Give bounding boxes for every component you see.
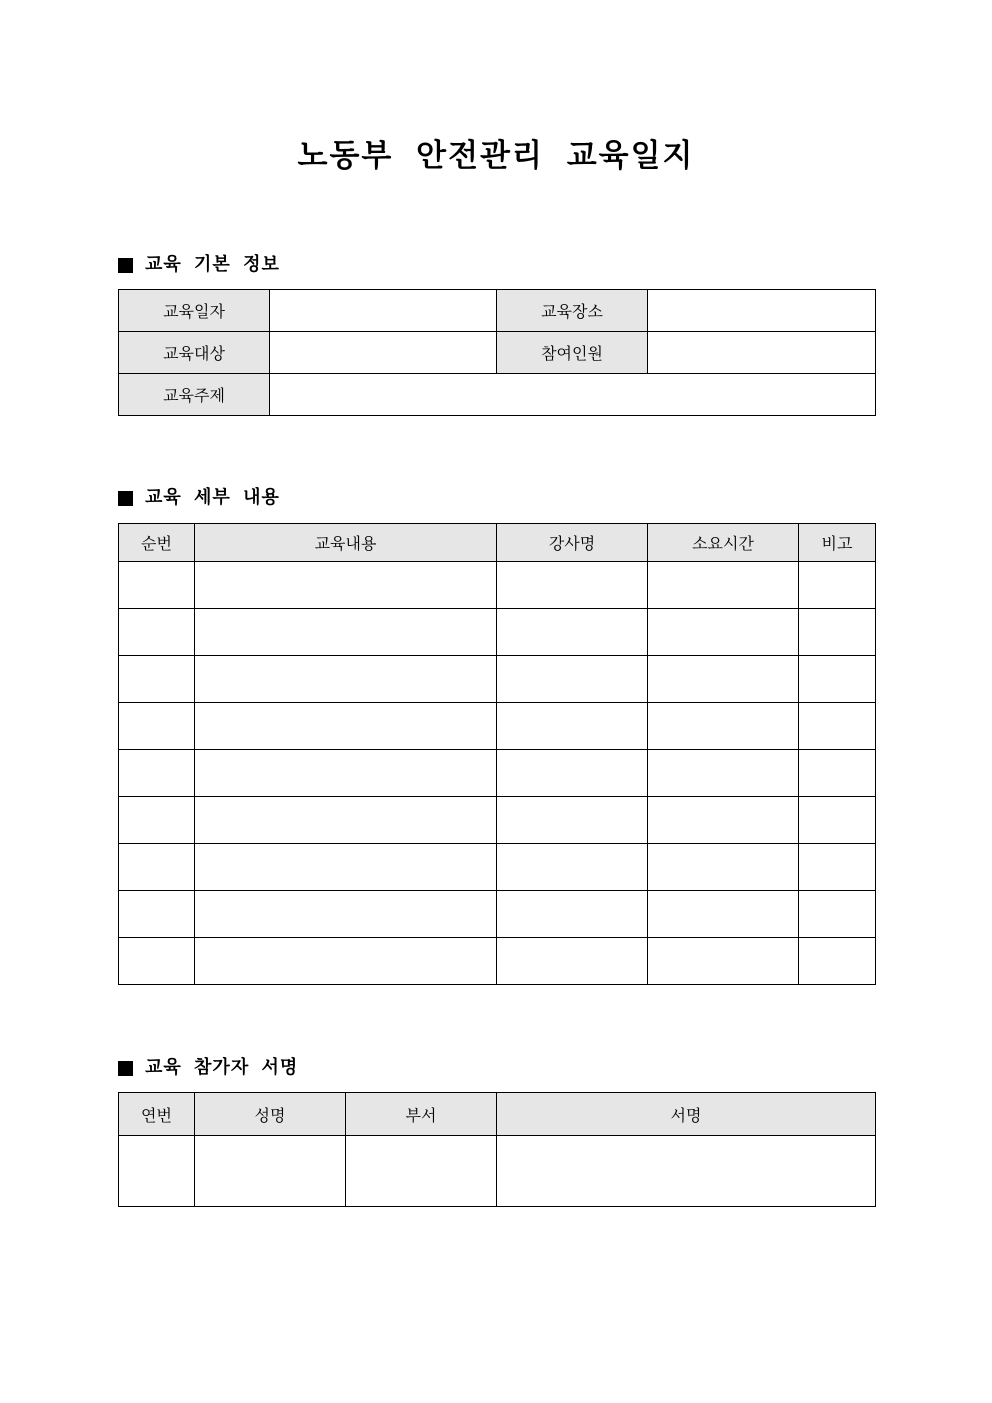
section-title: 교육 참가자 서명 xyxy=(145,1057,299,1078)
table-cell-remarks[interactable] xyxy=(799,609,876,656)
column-header-content: 교육내용 xyxy=(195,524,497,562)
table-cell-name[interactable] xyxy=(195,1136,346,1207)
table-cell-duration[interactable] xyxy=(648,844,799,891)
table-cell-duration[interactable] xyxy=(648,891,799,938)
section-heading-detail xyxy=(118,486,280,510)
section-heading-signature xyxy=(118,1056,298,1080)
label-education-place: 교육장소 xyxy=(497,290,648,332)
table-cell-duration[interactable] xyxy=(648,797,799,844)
table-cell-department[interactable] xyxy=(346,1136,497,1207)
table-cell-instructor[interactable] xyxy=(497,750,648,797)
label-education-date: 교육일자 xyxy=(119,290,270,332)
square-bullet-icon xyxy=(118,1061,133,1076)
column-header-duration: 소요시간 xyxy=(648,524,799,562)
participant-signature-table xyxy=(118,1092,876,1207)
table-cell-content[interactable] xyxy=(195,891,497,938)
education-detail-table xyxy=(118,523,876,985)
field-participant-count[interactable] xyxy=(648,332,876,374)
column-header-signature: 서명 xyxy=(497,1093,876,1136)
field-education-place[interactable] xyxy=(648,290,876,332)
label-participant-count: 참여인원 xyxy=(497,332,648,374)
table-cell-duration[interactable] xyxy=(648,750,799,797)
table-cell-content[interactable] xyxy=(195,703,497,750)
table-cell-remarks[interactable] xyxy=(799,750,876,797)
section-heading-basic-info xyxy=(118,253,280,277)
table-cell-content[interactable] xyxy=(195,562,497,609)
table-row xyxy=(119,609,876,656)
table-cell-content[interactable] xyxy=(195,750,497,797)
table-row xyxy=(119,750,876,797)
square-bullet-icon xyxy=(118,258,133,273)
table-row xyxy=(119,703,876,750)
table-cell-remarks[interactable] xyxy=(799,844,876,891)
table-row xyxy=(119,562,876,609)
table-row xyxy=(119,938,876,985)
table-cell-remarks[interactable] xyxy=(799,656,876,703)
table-cell-remarks[interactable] xyxy=(799,797,876,844)
table-cell-remarks[interactable] xyxy=(799,891,876,938)
table-cell-duration[interactable] xyxy=(648,562,799,609)
table-cell-instructor[interactable] xyxy=(497,656,648,703)
column-header-department: 부서 xyxy=(346,1093,497,1136)
table-header-row xyxy=(119,524,876,562)
column-header-serial: 연번 xyxy=(119,1093,195,1136)
table-cell-remarks[interactable] xyxy=(799,562,876,609)
table-header-row xyxy=(119,1093,876,1136)
table-cell-instructor[interactable] xyxy=(497,562,648,609)
table-cell-number[interactable] xyxy=(119,656,195,703)
table-cell-duration[interactable] xyxy=(648,609,799,656)
table-cell-number[interactable] xyxy=(119,797,195,844)
column-header-name: 성명 xyxy=(195,1093,346,1136)
field-education-date[interactable] xyxy=(270,290,497,332)
column-header-remarks: 비고 xyxy=(799,524,876,562)
table-cell-duration[interactable] xyxy=(648,703,799,750)
table-cell-instructor[interactable] xyxy=(497,797,648,844)
column-header-number: 순번 xyxy=(119,524,195,562)
table-cell-instructor[interactable] xyxy=(497,609,648,656)
table-row xyxy=(119,332,876,374)
table-cell-content[interactable] xyxy=(195,797,497,844)
table-cell-number[interactable] xyxy=(119,938,195,985)
table-cell-number[interactable] xyxy=(119,750,195,797)
table-cell-instructor[interactable] xyxy=(497,938,648,985)
table-cell-serial[interactable] xyxy=(119,1136,195,1207)
section-title: 교육 기본 정보 xyxy=(145,254,280,275)
table-row xyxy=(119,797,876,844)
field-education-target[interactable] xyxy=(270,332,497,374)
table-cell-number[interactable] xyxy=(119,703,195,750)
table-cell-content[interactable] xyxy=(195,656,497,703)
document-title: 노동부 안전관리 교육일지 xyxy=(297,138,695,174)
label-education-topic: 교육주제 xyxy=(119,374,270,416)
table-row xyxy=(119,290,876,332)
basic-info-table xyxy=(118,289,876,416)
section-title: 교육 세부 내용 xyxy=(145,487,280,508)
table-cell-number[interactable] xyxy=(119,844,195,891)
table-cell-remarks[interactable] xyxy=(799,703,876,750)
table-cell-number[interactable] xyxy=(119,562,195,609)
table-cell-content[interactable] xyxy=(195,938,497,985)
table-cell-remarks[interactable] xyxy=(799,938,876,985)
field-education-topic[interactable] xyxy=(270,374,876,416)
square-bullet-icon xyxy=(118,491,133,506)
table-row xyxy=(119,656,876,703)
label-education-target: 교육대상 xyxy=(119,332,270,374)
table-row xyxy=(119,844,876,891)
table-cell-instructor[interactable] xyxy=(497,844,648,891)
table-cell-instructor[interactable] xyxy=(497,703,648,750)
table-cell-number[interactable] xyxy=(119,891,195,938)
column-header-instructor: 강사명 xyxy=(497,524,648,562)
table-row xyxy=(119,374,876,416)
table-cell-content[interactable] xyxy=(195,609,497,656)
table-cell-number[interactable] xyxy=(119,609,195,656)
table-row xyxy=(119,891,876,938)
table-cell-content[interactable] xyxy=(195,844,497,891)
table-cell-instructor[interactable] xyxy=(497,891,648,938)
table-cell-signature[interactable] xyxy=(497,1136,876,1207)
table-row xyxy=(119,1136,876,1207)
table-cell-duration[interactable] xyxy=(648,938,799,985)
table-cell-duration[interactable] xyxy=(648,656,799,703)
